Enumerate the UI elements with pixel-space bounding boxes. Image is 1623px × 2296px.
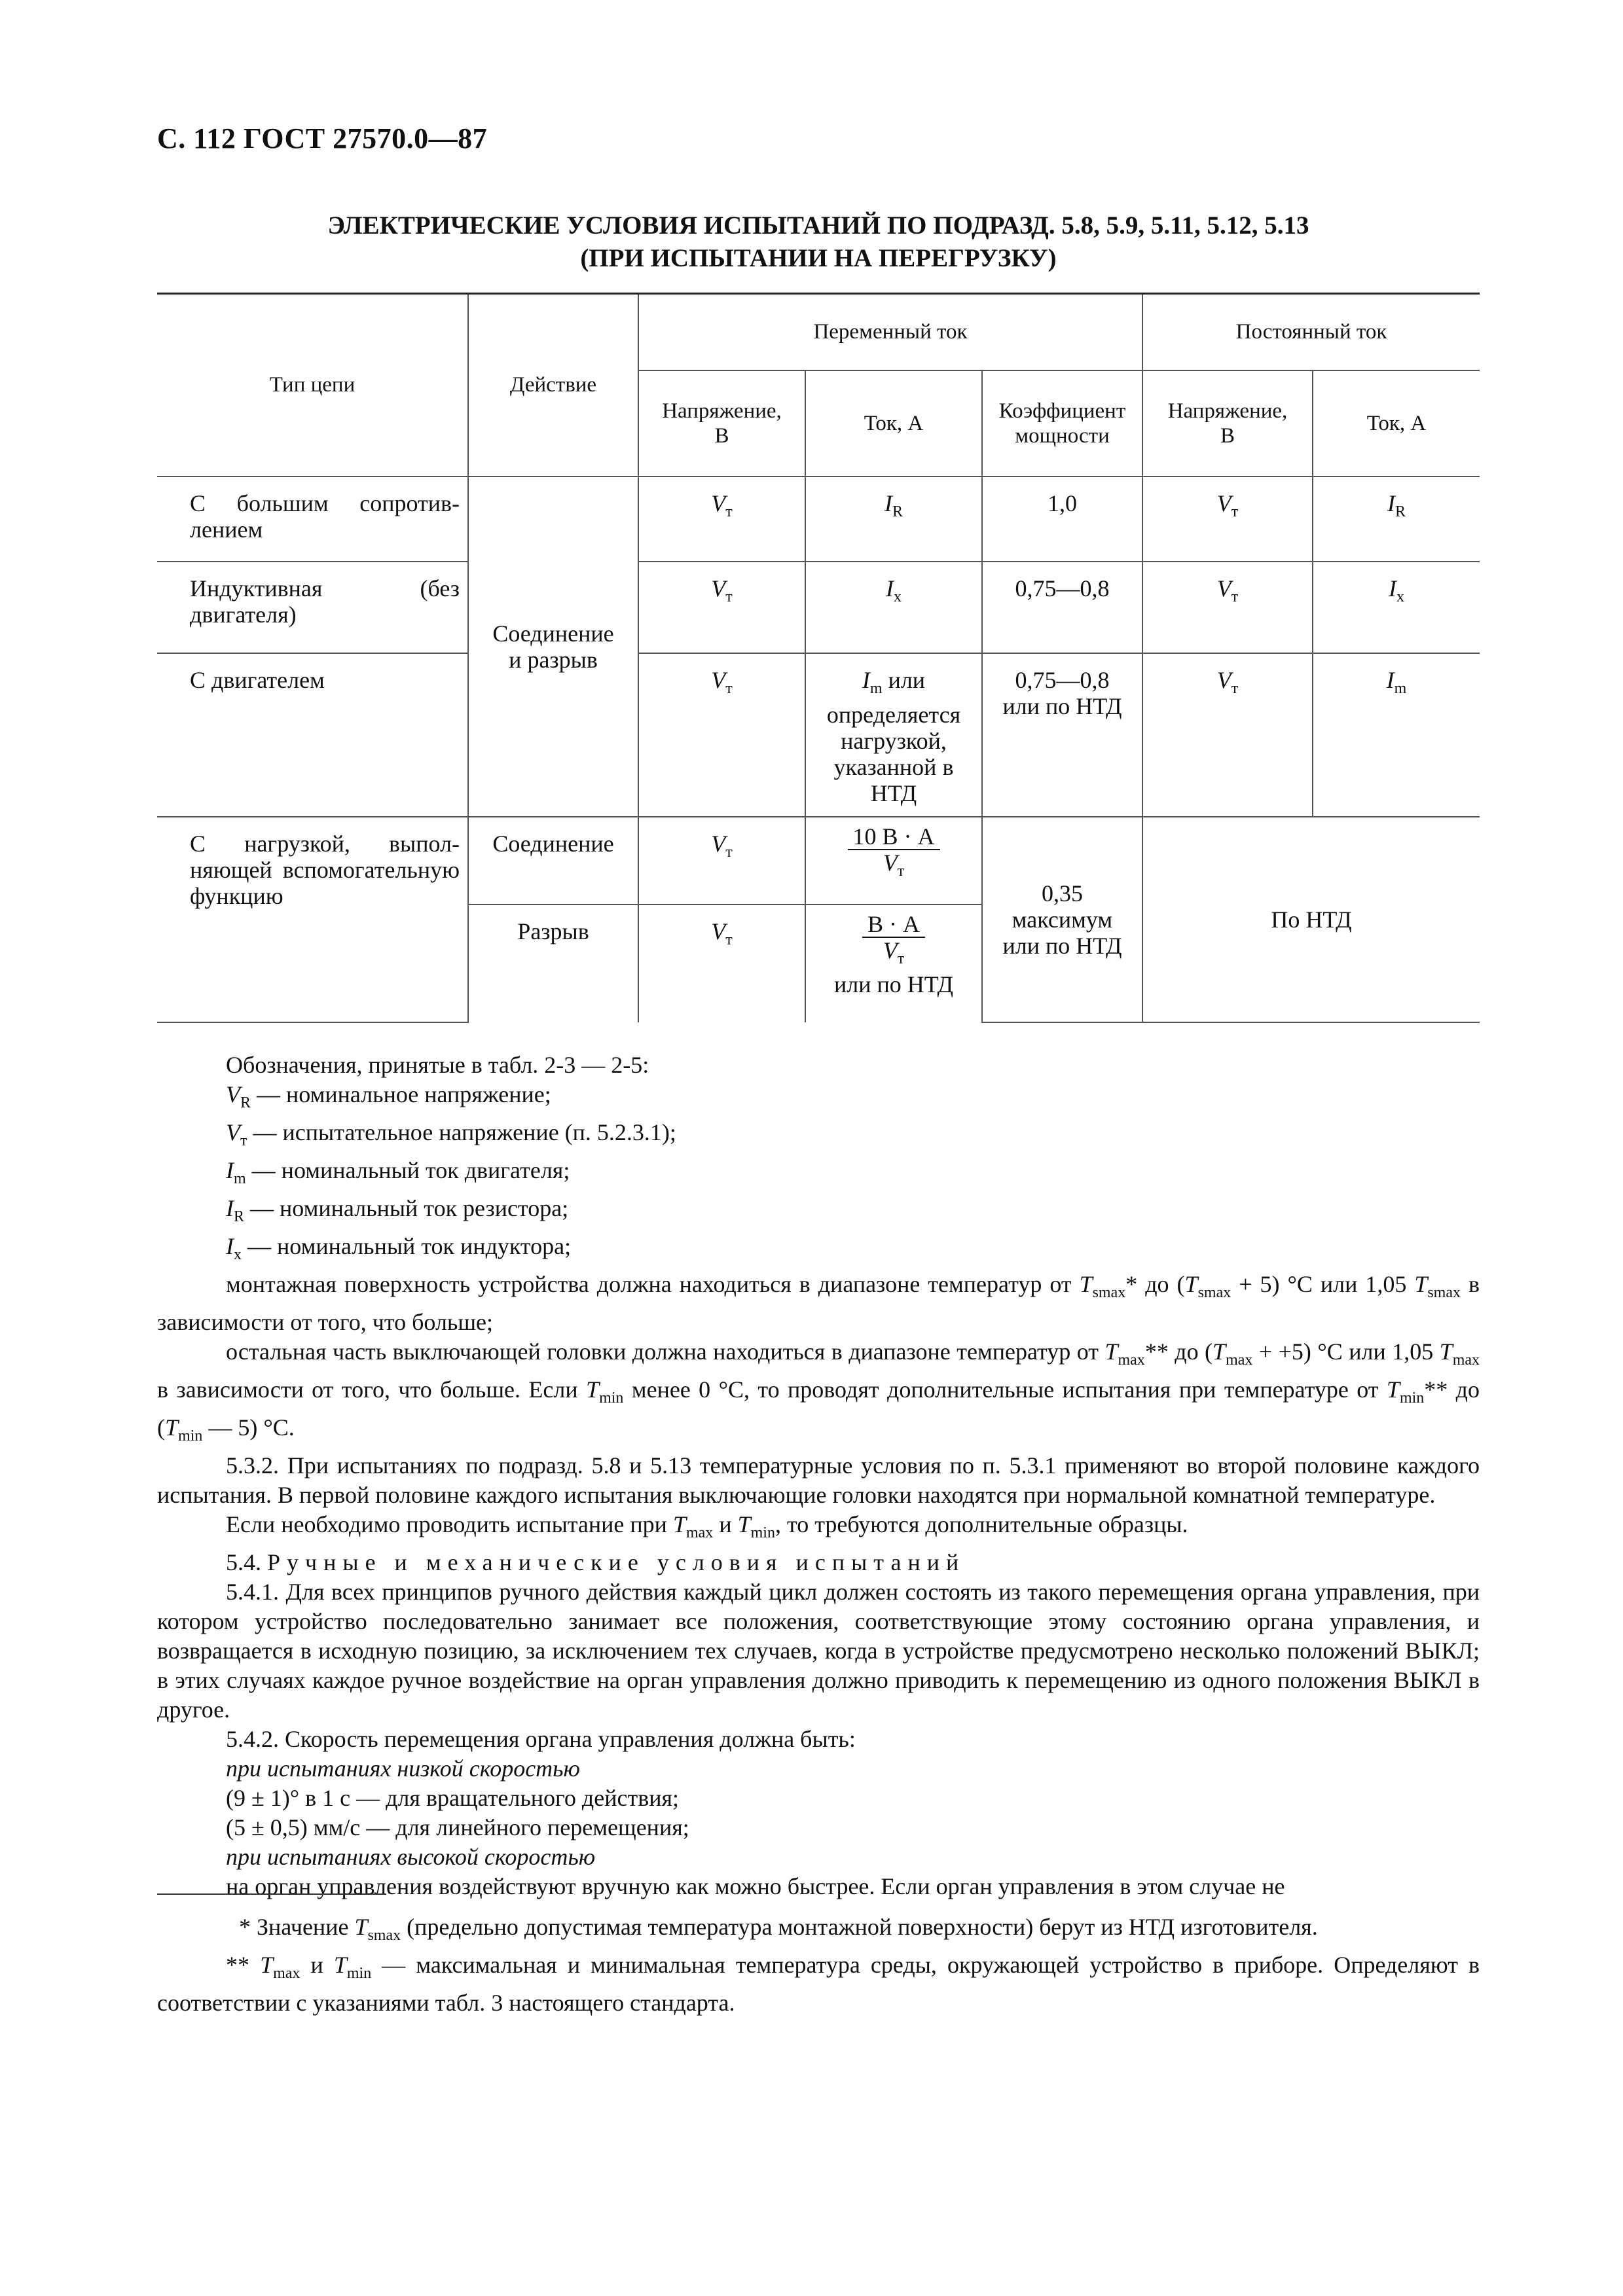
page-header: С. 112 ГОСТ 27570.0—87 xyxy=(157,122,488,154)
paragraph-5-4-2: 5.4.2. Скорость перемещения органа управления должна быть: xyxy=(226,1726,856,1752)
sym: T xyxy=(586,1376,600,1403)
header-ac-power-factor xyxy=(982,370,1142,476)
action-l2: и разрыв xyxy=(509,646,598,673)
sym-sub: max xyxy=(1118,1352,1145,1369)
symbol-sub: x xyxy=(894,588,902,605)
cell-ac-voltage xyxy=(638,476,805,562)
pf3-l2: или по НТД xyxy=(1002,692,1122,719)
notation-vr xyxy=(157,1080,1480,1118)
cell-dc-voltage xyxy=(1142,476,1313,562)
cell-ac-current-connect xyxy=(805,817,982,905)
fraction xyxy=(862,912,925,971)
sym: T xyxy=(1386,1376,1400,1403)
symbol-sub: т xyxy=(1231,679,1239,697)
text: — максимальная и минимальная температура среды, окружающей устройство в приборе. Определяют в соответствии с указаниями табл. 3 настоящего стандарта. xyxy=(157,1952,1480,2016)
table-row xyxy=(157,476,1480,562)
table-row xyxy=(157,653,1480,817)
text: , то требуются дополнительные образцы. xyxy=(775,1511,1188,1537)
symbol-sub: т xyxy=(1231,503,1239,520)
table-title xyxy=(157,209,1480,275)
motor-current-l2: определяется xyxy=(826,701,961,728)
symbol-sub: R xyxy=(892,503,903,520)
text: монтажная поверхность устройства должна находиться в диапазоне температур от xyxy=(226,1271,1080,1297)
symbol-v: V xyxy=(711,666,726,693)
symbol-sub: m xyxy=(869,679,883,697)
table-row xyxy=(157,817,1480,905)
text: в зависимости от того, что больше. Если xyxy=(157,1376,587,1403)
text: — 5) °С. xyxy=(202,1414,295,1441)
notation-text: — номинальное напряжение; xyxy=(251,1081,551,1107)
table-row xyxy=(157,562,1480,653)
cell-ac-current-break xyxy=(805,905,982,1022)
test-conditions-table xyxy=(157,293,1480,1023)
header-ac-voltage-l2: В xyxy=(714,423,729,448)
footnote-1 xyxy=(157,1912,1480,1950)
symbol-v: V xyxy=(883,849,898,876)
symbol-v: V xyxy=(883,937,898,963)
pf45-l2: максимум xyxy=(1012,906,1113,933)
symbol-sub: т xyxy=(725,679,733,697)
sym: I xyxy=(226,1195,234,1221)
symbol-i: I xyxy=(1386,666,1395,693)
fraction-denominator xyxy=(862,938,925,971)
sym: T xyxy=(354,1914,368,1940)
symbol-i: I xyxy=(1389,575,1396,601)
paragraph-mounting-surface xyxy=(157,1270,1480,1337)
header-pf-l1: Коэффициент xyxy=(998,399,1126,423)
symbol-i: I xyxy=(884,490,892,516)
low-speed-heading: при испытаниях низкой скоростью xyxy=(226,1755,580,1782)
sym-sub: m xyxy=(234,1170,246,1187)
cell-ac-voltage xyxy=(638,905,805,1022)
table-title-line1: ЭЛЕКТРИЧЕСКИЕ УСЛОВИЯ ИСПЫТАНИЙ ПО ПОДРАЗД. 5.8, 5.9, 5.11, 5.12, 5.13 xyxy=(327,211,1309,240)
rotary-speed: (9 ± 1)° в 1 с — для вращательного действия; xyxy=(226,1785,680,1811)
sym-sub: x xyxy=(234,1246,242,1263)
symbol-sub: т xyxy=(897,862,905,880)
text: в зависимости от того, что больше; xyxy=(157,1271,1480,1335)
sym: T xyxy=(1184,1271,1198,1297)
cell-pf: 1,0 xyxy=(982,476,1142,562)
sym: I xyxy=(226,1233,234,1259)
header-ac-voltage-l1: Напряжение, xyxy=(662,399,782,423)
header-dc: Постоянный ток xyxy=(1142,294,1480,370)
sym: T xyxy=(260,1952,274,1978)
text: и xyxy=(300,1952,334,1978)
header-dc-voltage-l1: Напряжение, xyxy=(1167,399,1288,423)
cell-pf xyxy=(982,653,1142,817)
section-5-4-heading xyxy=(157,1548,1480,1577)
cell-type-motor: С двигателем xyxy=(157,653,468,817)
text: Если необходимо проводить испытание при xyxy=(226,1511,673,1537)
fraction-numerator: В · А xyxy=(862,912,925,938)
sym-sub: smax xyxy=(1427,1284,1461,1301)
notation-vt xyxy=(157,1118,1480,1156)
table-title-line2: (ПРИ ИСПЫТАНИИ НА ПЕРЕГРУЗКУ) xyxy=(580,244,1057,272)
text: менее 0 °С, то проводят дополнительные испытания при температуре от xyxy=(623,1376,1387,1403)
symbol-sub: R xyxy=(1395,503,1406,520)
paragraph-manual-fast: на орган управления воздействуют вручную как можно быстрее. Если орган управления в этом случае не xyxy=(226,1873,1285,1899)
cell-pf: 0,75—0,8 xyxy=(982,562,1142,653)
cell-dc-current xyxy=(1313,476,1480,562)
text: ** до ( xyxy=(1144,1338,1213,1365)
inductive-l1b: (без xyxy=(420,575,460,601)
text: * Значение xyxy=(239,1914,355,1940)
fraction-denominator xyxy=(848,850,940,884)
symbol-i: I xyxy=(1387,490,1395,516)
sym-sub: smax xyxy=(367,1927,401,1944)
sym: I xyxy=(226,1157,234,1183)
text: + 5) °С или 1,05 xyxy=(1231,1271,1415,1297)
cell-ac-voltage xyxy=(638,653,805,817)
footnotes xyxy=(157,1912,1480,2018)
sym-sub: max xyxy=(1226,1352,1253,1369)
inductive-l1a: Индуктивная xyxy=(190,575,323,601)
notation-text: — номинальный ток двигателя; xyxy=(246,1157,570,1183)
motor-current-l4: указанной в xyxy=(833,753,954,780)
cell-dc-voltage xyxy=(1142,562,1313,653)
header-dc-voltage xyxy=(1142,370,1313,476)
fraction-numerator: 10 В · А xyxy=(848,824,940,850)
pf45-l1: 0,35 xyxy=(1042,880,1083,906)
header-pf-l2: мощности xyxy=(1015,423,1110,448)
paragraph-extra-samples xyxy=(157,1510,1480,1548)
symbol-sub: т xyxy=(897,950,905,967)
cell-dc-voltage xyxy=(1142,653,1313,817)
notation-text: — испытательное напряжение (п. 5.2.3.1); xyxy=(247,1119,676,1145)
cell-ac-current xyxy=(805,562,982,653)
cell-dc-auxiliary: По НТД xyxy=(1142,817,1480,1022)
paragraph-switch-head xyxy=(157,1337,1480,1451)
cell-type-high-resistance: С большим сопротивлением xyxy=(157,476,468,562)
footnote-2 xyxy=(157,1950,1480,2018)
symbol-sub: т xyxy=(1231,588,1239,605)
text: + +5) °С или 1,05 xyxy=(1252,1338,1440,1365)
cell-action-break: Разрыв xyxy=(468,905,638,1022)
cell-action-connect-break xyxy=(468,476,638,817)
text: ** xyxy=(226,1952,261,1978)
sym: T xyxy=(1079,1271,1093,1297)
sym: V xyxy=(226,1081,240,1107)
cell-dc-current xyxy=(1313,653,1480,817)
sym: T xyxy=(672,1511,686,1537)
sym-sub: max xyxy=(1452,1352,1480,1369)
pf45-l3: или по НТД xyxy=(1002,932,1122,959)
sym: T xyxy=(1104,1338,1118,1365)
symbol-v: V xyxy=(711,575,726,601)
paragraph-5-3-2: 5.3.2. При испытаниях по подразд. 5.8 и 5.13 температурные условия по п. 5.3.1 применяют во второй половине каждого испытания. В первой половине каждого испытания выключающие головки находятся при нормальной комнатной температуре. xyxy=(157,1452,1480,1508)
sym-sub: R xyxy=(234,1208,245,1225)
symbol-v: V xyxy=(711,830,726,857)
cell-action-connect: Соединение xyxy=(468,817,638,905)
cell-ac-current xyxy=(805,476,982,562)
sym: T xyxy=(1213,1338,1226,1365)
text: (предельно допустимая температура монтажной поверхности) берут из НТД изготовителя. xyxy=(401,1914,1318,1940)
symbol-v: V xyxy=(1216,490,1231,516)
symbol-sub: т xyxy=(725,503,733,520)
motor-current-l1: или xyxy=(882,666,926,693)
paragraph-5-4-1: 5.4.1. Для всех принципов ручного действия каждый цикл должен состоять из такого перемещения органа управления, при котором устройство последовательно занимает все положения, соответствующие этому состоянию органа управления, и возвращается в исходную позицию, за исключением тех случаев, когда в устройстве предусмотрено несколько положений ВЫКЛ; в этих случаях каждое ручное воздействие на орган управления должно приводить к перемещению из одного положения ВЫКЛ в другое. xyxy=(157,1579,1480,1723)
symbol-sub: т xyxy=(725,931,733,948)
sym-sub: min xyxy=(178,1427,203,1444)
sym: T xyxy=(737,1511,751,1537)
sym-sub: min xyxy=(750,1524,775,1541)
motor-current-l5: НТД xyxy=(870,780,917,806)
notation-text: — номинальный ток индуктора; xyxy=(242,1233,572,1259)
sym-sub: max xyxy=(685,1524,714,1541)
sym-sub: smax xyxy=(1092,1284,1126,1301)
symbol-v: V xyxy=(711,490,726,516)
header-ac: Переменный ток xyxy=(638,294,1142,370)
text: и xyxy=(713,1511,738,1537)
sym: T xyxy=(333,1952,347,1978)
text: остальная часть выключающей головки должна находиться в диапазоне температур от xyxy=(226,1338,1105,1365)
symbol-v: V xyxy=(1216,575,1231,601)
notation-intro: Обозначения, принятые в табл. 2-3 — 2-5: xyxy=(226,1052,649,1078)
pf3-l1: 0,75—0,8 xyxy=(1015,666,1110,693)
cell-dc-current xyxy=(1313,562,1480,653)
header-dc-current: Ток, А xyxy=(1313,370,1480,476)
body-text xyxy=(157,1050,1480,1901)
motor-current-l3: нагрузкой, xyxy=(841,727,947,754)
symbol-v: V xyxy=(1216,666,1231,693)
linear-speed: (5 ± 0,5) мм/с — для линейного перемещения; xyxy=(226,1814,689,1840)
notation-text: — номинальный ток резистора; xyxy=(244,1195,569,1221)
high-speed-heading: при испытаниях высокой скоростью xyxy=(226,1844,596,1870)
notation-ix xyxy=(157,1232,1480,1270)
cell-pf-auxiliary xyxy=(982,817,1142,1022)
sym: T xyxy=(1414,1271,1428,1297)
sym: V xyxy=(226,1119,240,1145)
cell-ac-voltage xyxy=(638,817,805,905)
symbol-sub: т xyxy=(725,843,733,861)
cell-type-auxiliary: С нагрузкой, выполняющей вспомогательную функцию xyxy=(157,817,468,1022)
fraction xyxy=(848,824,940,884)
text: ** до ( xyxy=(157,1376,1480,1441)
inductive-l2: двигателя) xyxy=(190,601,297,628)
header-action: Действие xyxy=(468,294,638,476)
symbol-v: V xyxy=(711,918,726,944)
section-number: 5.4. xyxy=(226,1549,267,1575)
symbol-i: I xyxy=(862,666,870,693)
break-current-tail: или по НТД xyxy=(833,971,954,997)
sym: T xyxy=(1439,1338,1453,1365)
symbol-sub: m xyxy=(1394,679,1407,697)
sym-sub: min xyxy=(1399,1390,1425,1407)
notation-ir xyxy=(157,1194,1480,1232)
cell-type-inductive xyxy=(157,562,468,653)
sym-sub: smax xyxy=(1197,1284,1231,1301)
footnote-separator xyxy=(157,1893,386,1895)
symbol-sub: т xyxy=(725,588,733,605)
header-ac-voltage xyxy=(638,370,805,476)
section-title: Ручные и механические условия испытаний xyxy=(267,1549,966,1575)
header-ac-current: Ток, А xyxy=(805,370,982,476)
header-dc-voltage-l2: В xyxy=(1220,423,1235,448)
sym-sub: min xyxy=(599,1390,624,1407)
notation-im xyxy=(157,1156,1480,1194)
symbol-sub: x xyxy=(1396,588,1404,605)
symbol-i: I xyxy=(886,575,894,601)
sym-sub: max xyxy=(273,1965,301,1982)
action-l1: Соединение xyxy=(492,620,614,647)
sym-sub: min xyxy=(346,1965,372,1982)
cell-ac-current-motor xyxy=(805,653,982,817)
text: * до ( xyxy=(1125,1271,1185,1297)
header-circuit-type: Тип цепи xyxy=(157,294,468,476)
sym-sub: R xyxy=(240,1094,251,1111)
sym: T xyxy=(165,1414,179,1441)
sym-sub: т xyxy=(240,1132,247,1149)
cell-ac-voltage xyxy=(638,562,805,653)
